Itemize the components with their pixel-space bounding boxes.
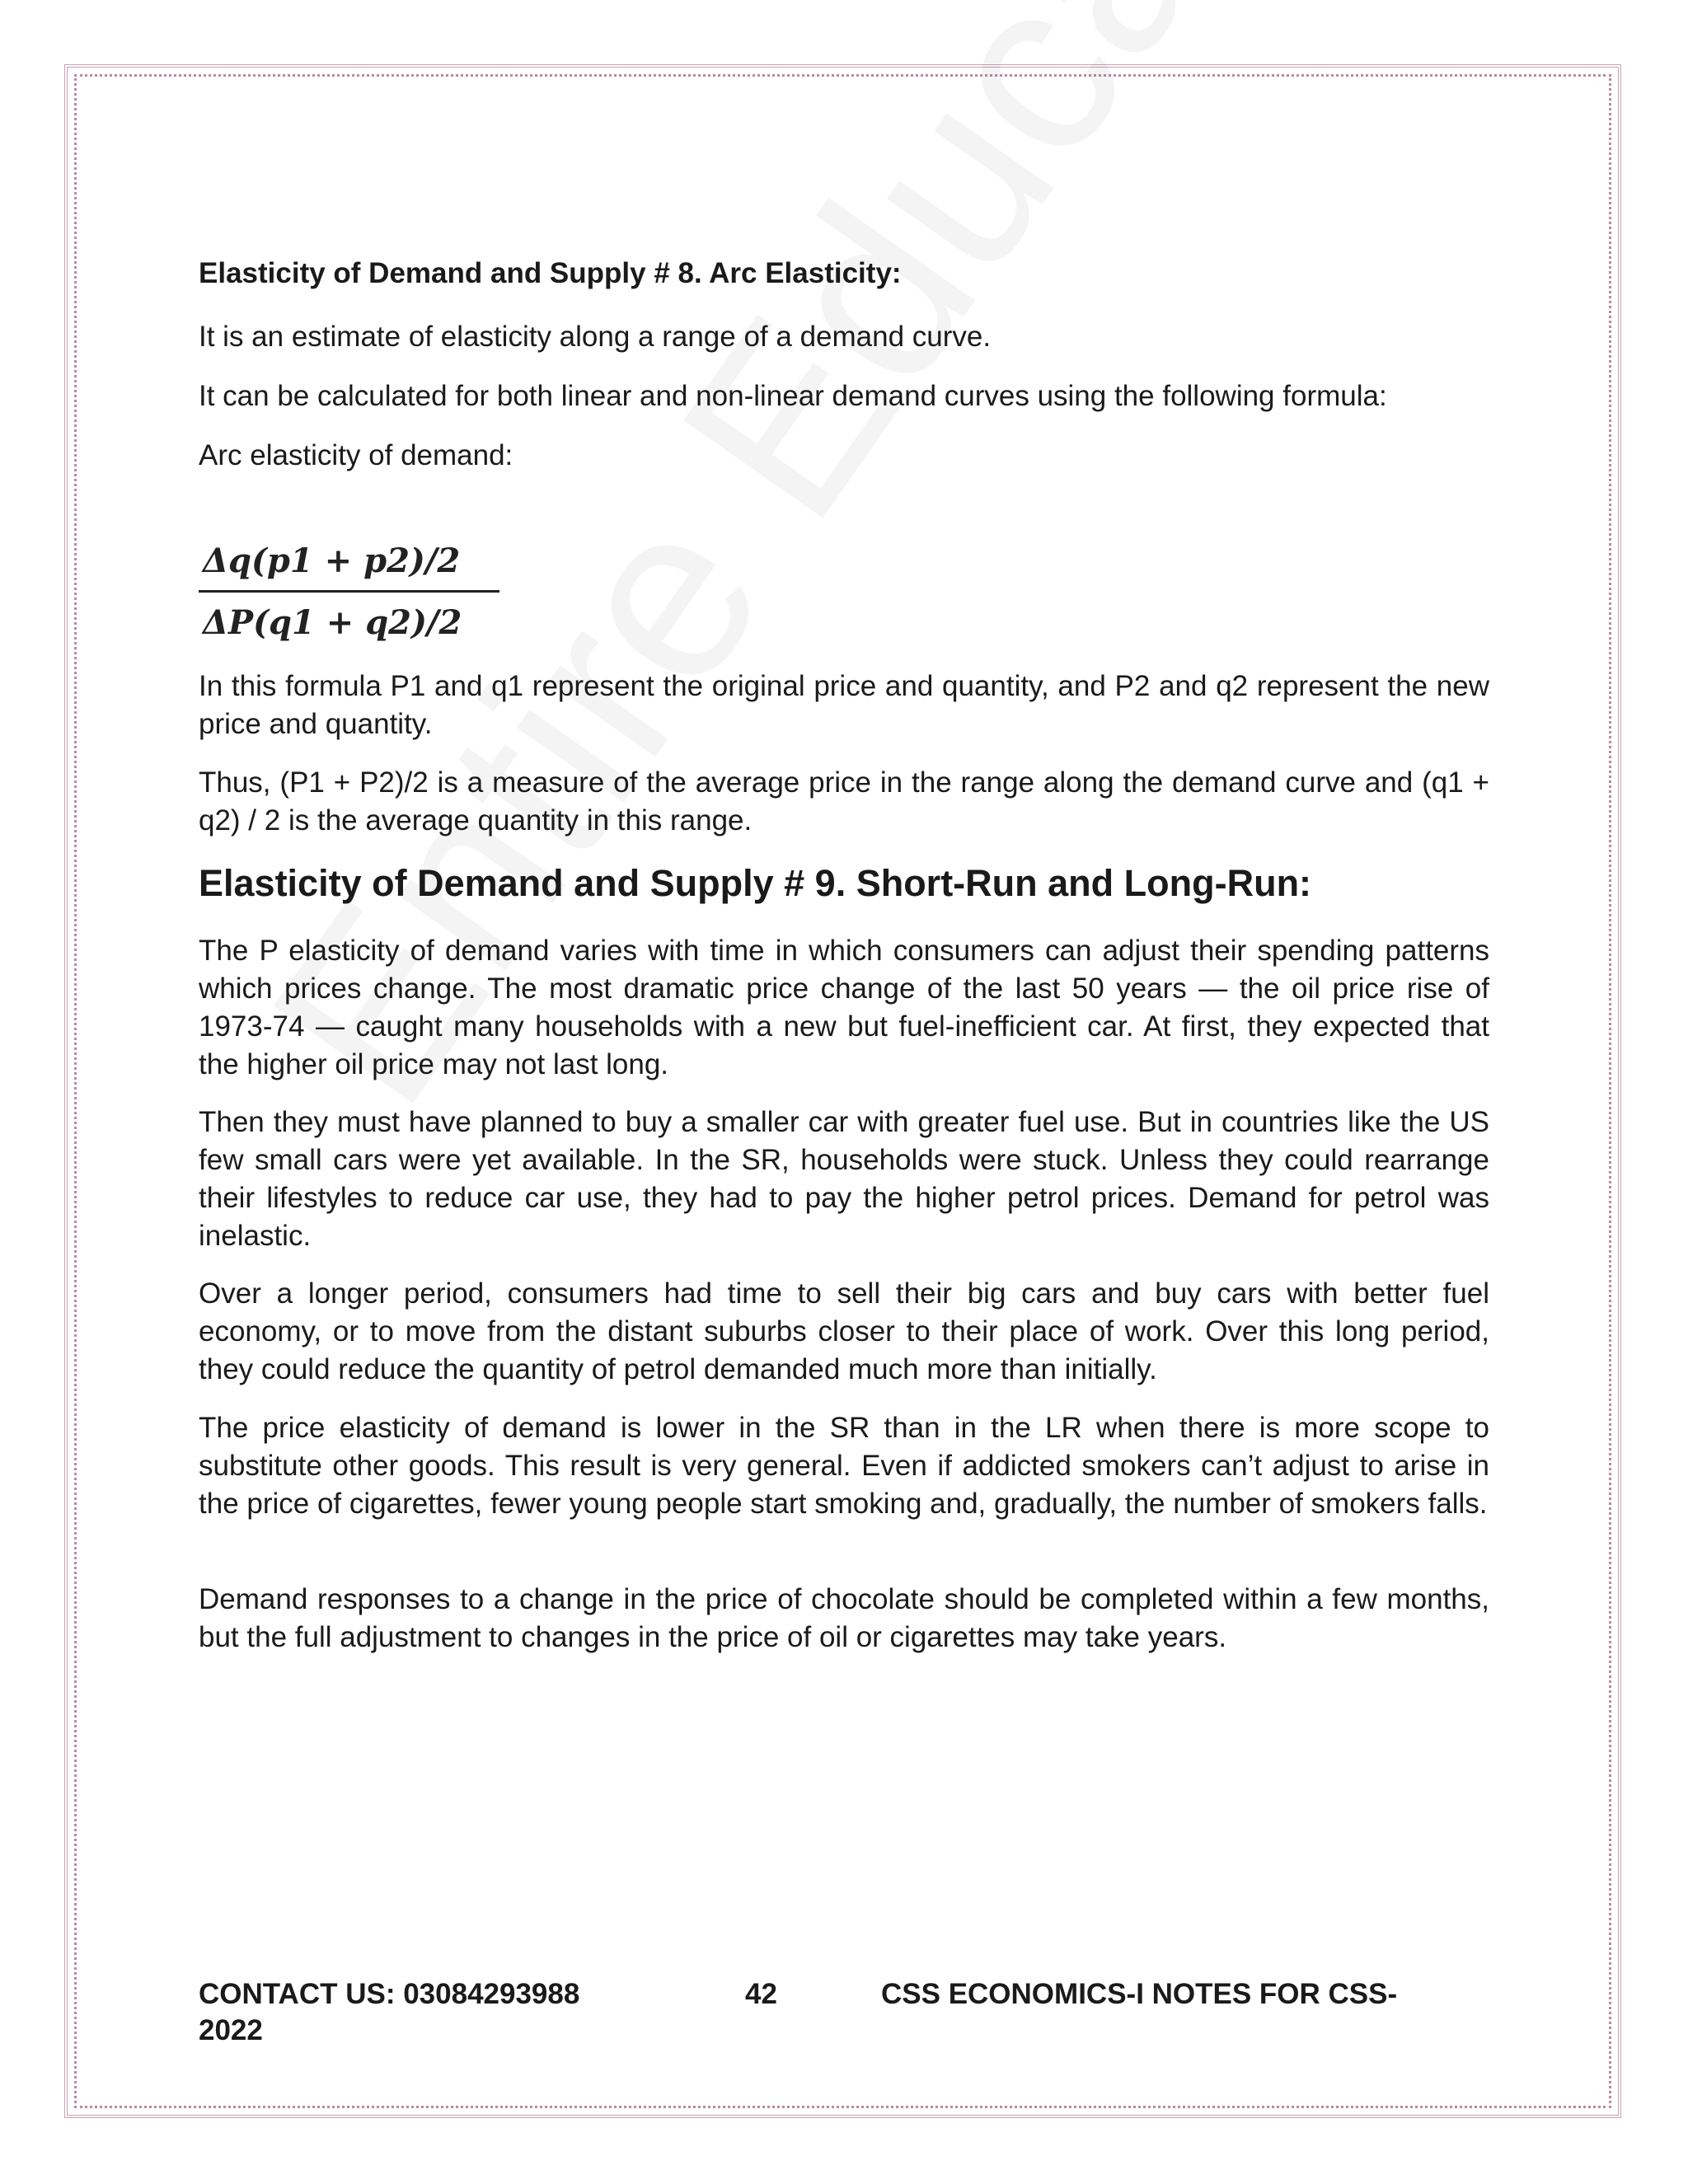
paragraph: Then they must have planned to buy a smaller car with greater fuel use. But in countries like the US few small cars were yet available. In the SR, households were stuck. Unless they could rearrange their lifestyles to reduce car use, they had to pay the higher petrol prices. Demand for petrol was inelastic. bbox=[199, 1106, 1489, 1252]
paragraph: The price elasticity of demand is lower in the SR than in the LR when there is more scope to substitute other goods. This result is very general. Even if addicted smokers can’t adjust to arise in the price of cigarettes, fewer young people start smoking and, gradually, the number of smokers falls. bbox=[199, 1412, 1489, 1520]
fraction-bar bbox=[199, 590, 499, 593]
formula-numerator: Δq(p1 + p2)/2 bbox=[203, 541, 461, 580]
paragraph: It can be calculated for both linear and non-linear demand curves using the following formula: bbox=[199, 380, 1387, 412]
paragraph: Demand responses to a change in the price of chocolate should be completed within a few months, but the full adjustment to changes in the price of oil or cigarettes may take years. bbox=[199, 1583, 1489, 1653]
section-heading-short-long-run: Elasticity of Demand and Supply # 9. Short-Run and Long-Run: bbox=[199, 862, 1312, 904]
paragraph: Arc elasticity of demand: bbox=[199, 439, 513, 471]
paragraph: It is an estimate of elasticity along a range of a demand curve. bbox=[199, 321, 992, 353]
footer-contact: CONTACT US: 03084293988 bbox=[199, 1978, 580, 2010]
paragraph: Over a longer period, consumers had time to sell their big cars and buy cars with better fuel economy, or to move from the distant suburbs closer to their place of work. Over this long period, they could reduce the quantity of petrol demanded much more than initially. bbox=[199, 1277, 1489, 1385]
page-number: 42 bbox=[745, 1978, 777, 2010]
paragraph: The P elasticity of demand varies with time in which consumers can adjust their spending patterns which prices change. The most dramatic price change of the last 50 years — the oil price rise of 1973-74 — caught many households with a new but fuel-inefficient car. At first, they expected that the higher oil price may not last long. bbox=[199, 935, 1489, 1080]
paragraph: Thus, (P1 + P2)/2 is a measure of the average price in the range along the demand curve and (q1 + q2) / 2 is the average quantity in this range. bbox=[199, 766, 1489, 837]
formula-denominator: ΔP(q1 + q2)/2 bbox=[203, 603, 462, 642]
footer-title: CSS ECONOMICS-I NOTES FOR CSS- bbox=[881, 1978, 1398, 2010]
section-heading-arc-elasticity: Elasticity of Demand and Supply # 8. Arc Elasticity: bbox=[199, 257, 902, 289]
paragraph: In this formula P1 and q1 represent the original price and quantity, and P2 and q2 represent the new price and quantity. bbox=[199, 670, 1489, 740]
page-border bbox=[64, 64, 1621, 2118]
arc-elasticity-formula bbox=[199, 537, 499, 647]
footer-year: 2022 bbox=[199, 2014, 263, 2046]
